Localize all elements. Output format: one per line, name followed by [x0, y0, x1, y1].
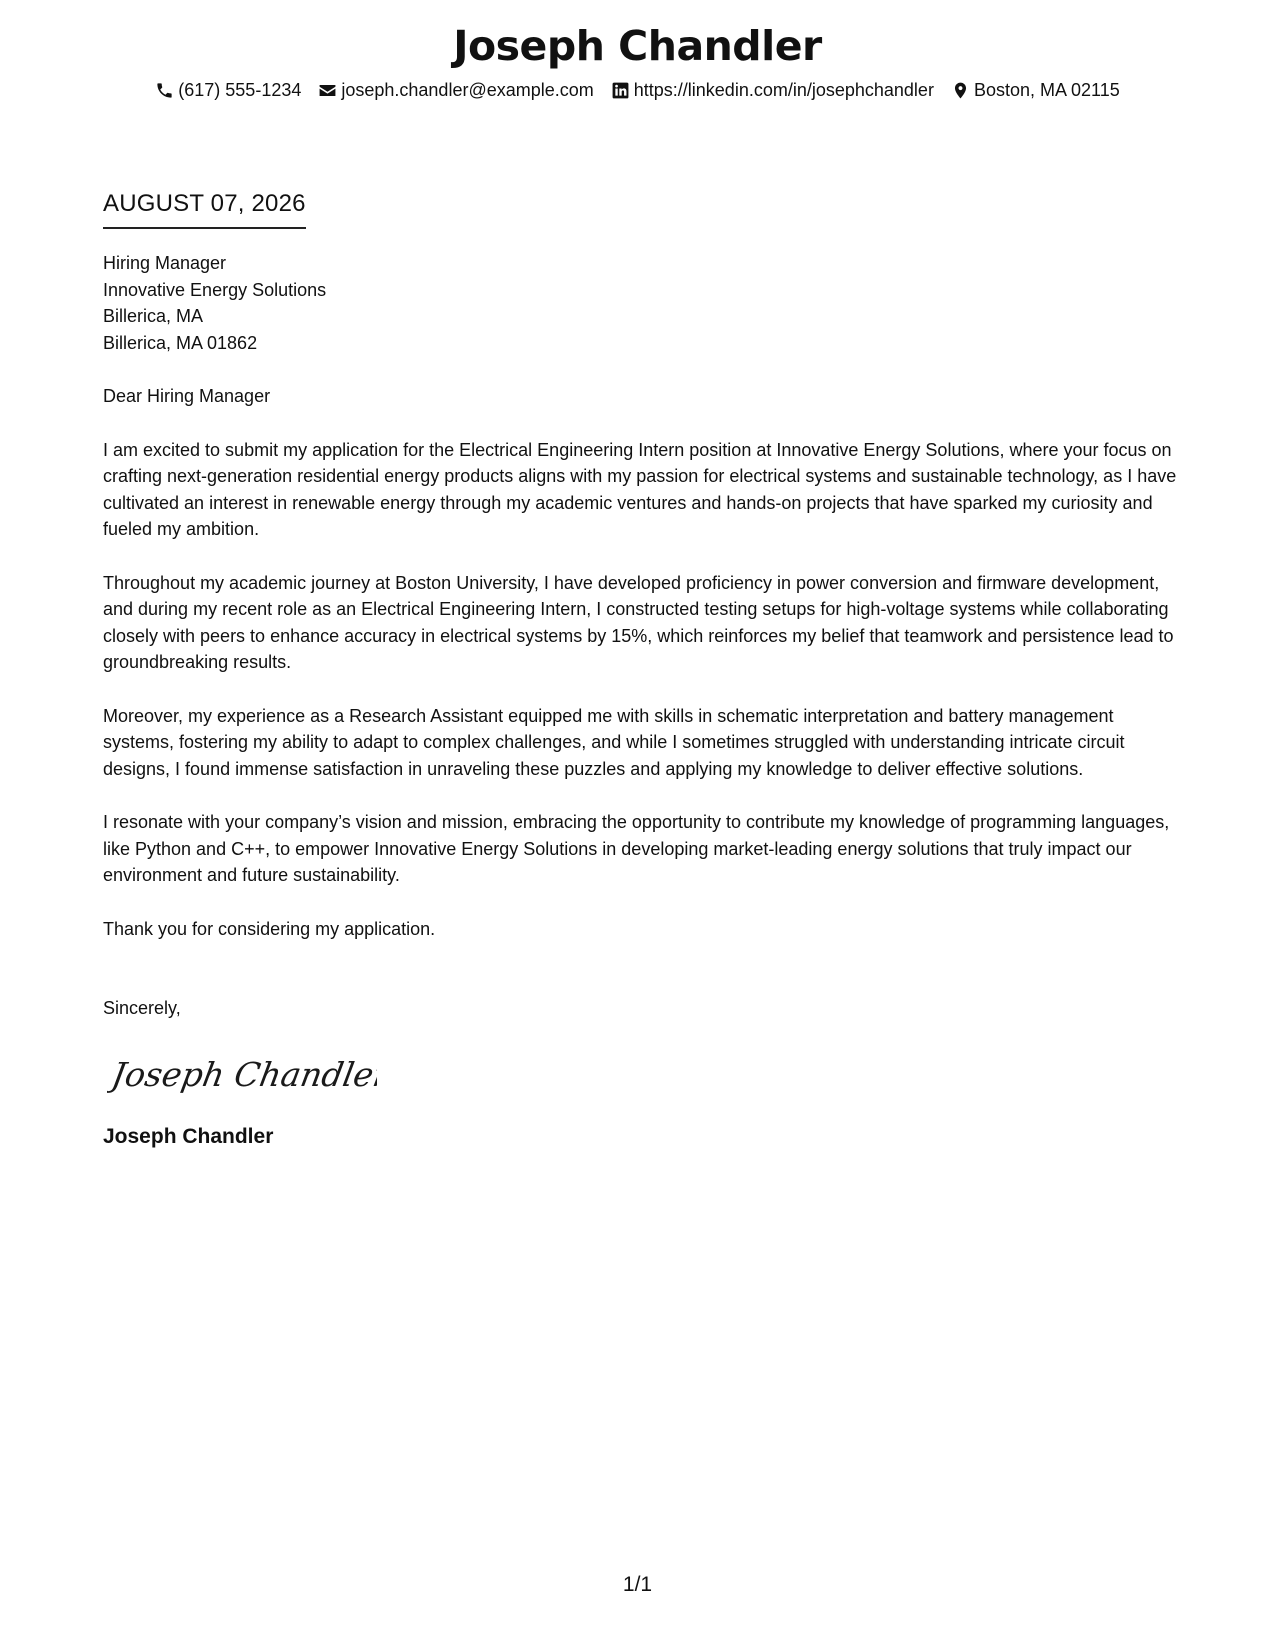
recipient-company: Innovative Energy Solutions — [103, 279, 327, 300]
phone-number: (617) 555-1234 — [178, 80, 302, 100]
closing: Sincerely, — [103, 998, 181, 1018]
body-paragraph: I am excited to submit my application for the Electrical Engineering Intern position at Innovative Energy Solutions, where your focus on crafting next-generation residential energy products aligns with my passion for electrical systems and sustainable technology, as I have cultivated an interest in renewable energy through my academic ventures and hands-on projects that have sparked my curiosity and fueled my ambition. — [103, 439, 1177, 539]
handwritten-signature — [107, 1048, 377, 1104]
contact-email — [318, 80, 593, 101]
contact-linkedin — [611, 80, 934, 101]
phone-icon — [155, 81, 174, 100]
envelope-icon — [318, 81, 337, 100]
contact-info-bar — [0, 80, 1275, 101]
letter-body — [103, 250, 1183, 1150]
letter-date: AUGUST 07, 2026 — [103, 190, 306, 229]
body-paragraph: I resonate with your company’s vision and mission, embracing the opportunity to contribute my knowledge of programming languages, like Python and C++, to empower Innovative Energy Solutions in developing market-leading energy solutions that truly impact our environment and future sustainability. — [103, 812, 1170, 885]
contact-phone — [155, 80, 301, 101]
signature-glyphs: Joseph Chandler — [108, 1054, 377, 1094]
linkedin-icon — [611, 81, 630, 100]
body-paragraph: Throughout my academic journey at Boston University, I have developed proficiency in power conversion and firmware development, and during my recent role as an Electrical Engineering Intern, I constructed testing setups for high-voltage systems while collaborating closely with peers to enhance accuracy in electrical systems by 15%, which reinforces my belief that teamwork and persistence lead to groundbreaking results. — [103, 572, 1174, 672]
applicant-name-heading: Joseph Chandler — [453, 22, 822, 70]
signed-name: Joseph Chandler — [103, 1124, 274, 1148]
body-paragraph: Moreover, my experience as a Research Assistant equipped me with skills in schematic interpretation and battery management systems, fostering my ability to adapt to complex challenges, and while I sometimes struggled with understanding intricate circuit designs, I found immense satisfaction in unraveling these puzzles and applying my knowledge to deliver effective solutions. — [103, 705, 1125, 779]
body-paragraph: Thank you for considering my application. — [103, 918, 436, 939]
recipient-address-line2: Billerica, MA 01862 — [103, 332, 258, 353]
salutation: Dear Hiring Manager — [103, 386, 271, 406]
recipient-address-line1: Billerica, MA — [103, 306, 204, 326]
contact-location — [951, 80, 1120, 101]
location-text: Boston, MA 02115 — [973, 80, 1120, 100]
recipient-block — [103, 250, 1183, 356]
page-number: 1/1 — [622, 1573, 653, 1596]
email-address: joseph.chandler@example.com — [341, 80, 594, 100]
linkedin-url: https://linkedin.com/in/josephchandler — [633, 80, 934, 100]
recipient-title: Hiring Manager — [103, 253, 227, 273]
map-marker-icon — [951, 81, 970, 100]
